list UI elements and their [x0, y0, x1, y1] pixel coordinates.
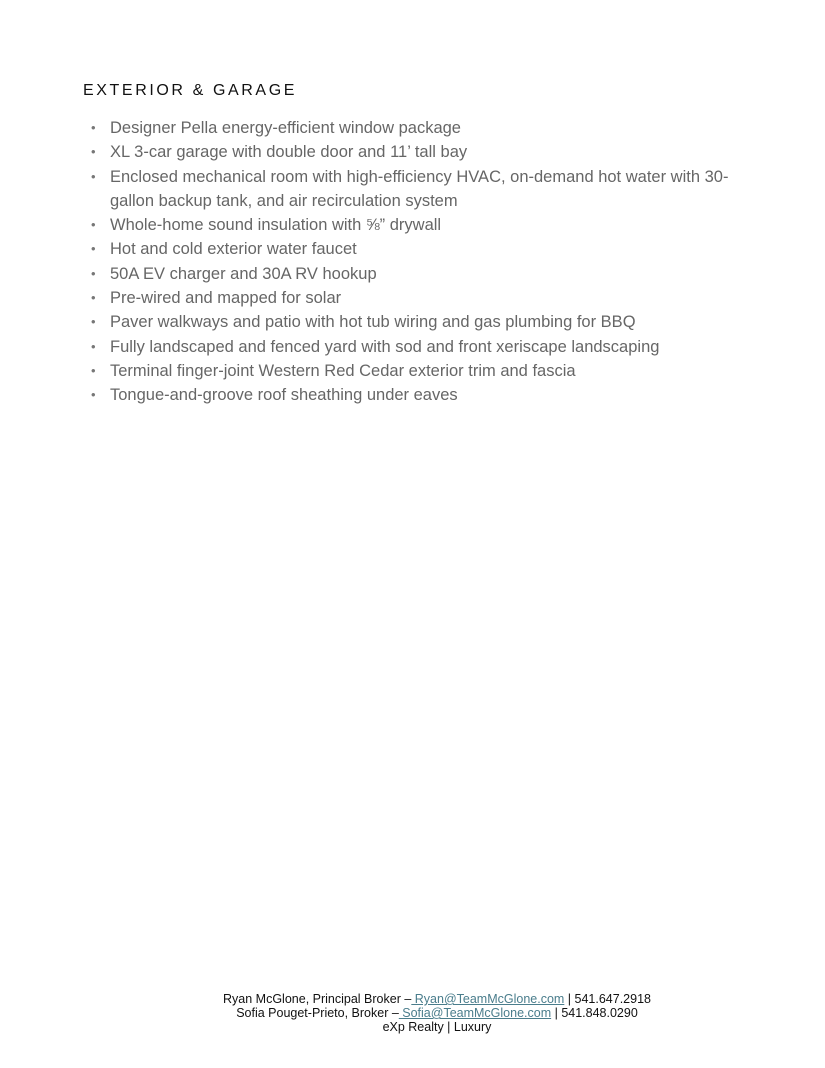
- bullet-icon: •: [91, 217, 96, 233]
- bullet-icon: •: [91, 362, 96, 378]
- list-item: [91, 140, 735, 164]
- bullet-icon: •: [91, 120, 96, 135]
- footer-ryan-phone: | 541.647.2918: [564, 992, 651, 1006]
- list-item-text: Paver walkways and patio with hot tub wiring and gas plumbing for BBQ: [110, 313, 636, 332]
- list-item-text: Pre-wired and mapped for solar: [110, 289, 342, 308]
- bullet-icon: •: [91, 290, 96, 306]
- bullet-icon: •: [91, 265, 96, 281]
- list-item-text: Enclosed mechanical room with high-efficiency HVAC, on-demand hot water with 30-gallon backup tank, and air recirculation system: [110, 167, 729, 210]
- feature-list: [91, 116, 735, 408]
- list-item-text: XL 3-car garage with double door and 11’ tall bay: [110, 143, 468, 162]
- list-item: [91, 262, 735, 286]
- list-item-text: Terminal finger-joint Western Red Cedar exterior trim and fascia: [110, 361, 576, 380]
- list-item: [91, 165, 735, 214]
- list-item: [91, 213, 735, 237]
- list-item: [91, 335, 735, 359]
- footer-ryan-name: Ryan McGlone, Principal Broker –: [223, 992, 412, 1006]
- list-item-text: Tongue-and-groove roof sheathing under eaves: [110, 386, 458, 405]
- bullet-icon: •: [91, 338, 96, 354]
- ryan-email-link[interactable]: Ryan@TeamMcGlone.com: [411, 992, 565, 1006]
- list-item: [91, 383, 735, 407]
- list-item-text: Hot and cold exterior water faucet: [110, 240, 357, 259]
- footer-brokerage: eXp Realty | Luxury: [382, 1020, 492, 1034]
- list-item: [91, 116, 735, 140]
- footer-line-ryan: [0, 992, 825, 1006]
- list-item-text: 50A EV charger and 30A RV hookup: [110, 264, 377, 283]
- footer-sofia-phone: | 541.848.0290: [551, 1006, 638, 1020]
- bullet-icon: •: [91, 314, 96, 330]
- bullet-icon: •: [91, 168, 96, 184]
- footer: [0, 992, 825, 1034]
- list-item: [91, 359, 735, 383]
- footer-line-sofia: [0, 1006, 825, 1020]
- section-title: EXTERIOR & GARAGE: [83, 82, 298, 99]
- list-item-text: Designer Pella energy-efficient window package: [110, 119, 461, 137]
- sofia-email-link[interactable]: Sofia@TeamMcGlone.com: [398, 1006, 552, 1020]
- footer-sofia-name: Sofia Pouget-Prieto, Broker –: [236, 1006, 399, 1020]
- list-item: [91, 237, 735, 261]
- list-item-text: Whole-home sound insulation with ⅝” drywall: [110, 216, 442, 235]
- bullet-icon: •: [91, 387, 96, 403]
- list-item: [91, 286, 735, 310]
- list-item: [91, 310, 735, 334]
- bullet-icon: •: [91, 144, 96, 160]
- bullet-icon: •: [91, 241, 96, 257]
- list-item-text: Fully landscaped and fenced yard with sod and front xeriscape landscaping: [110, 337, 660, 356]
